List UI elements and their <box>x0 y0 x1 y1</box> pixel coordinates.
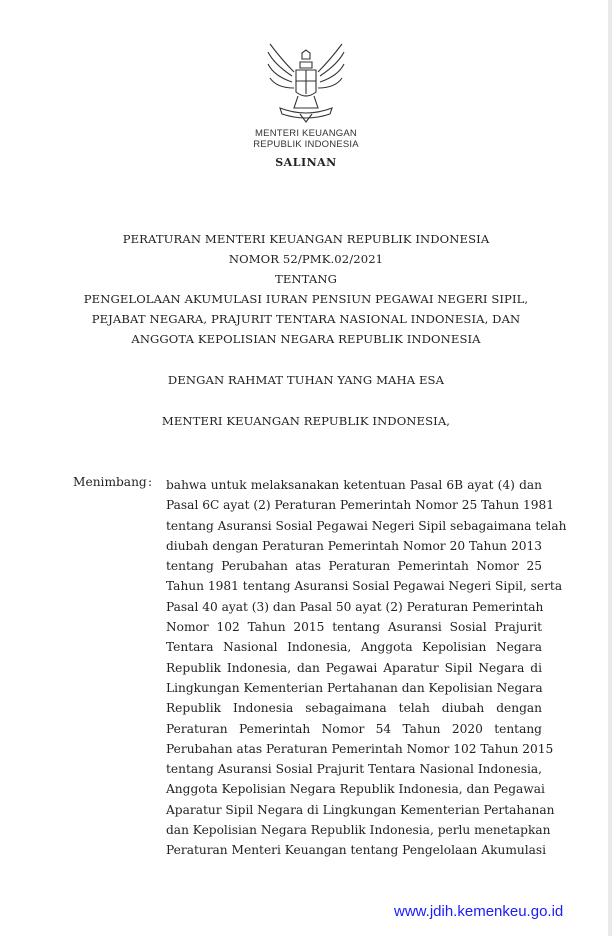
regulation-about: TENTANG <box>275 272 337 286</box>
paragraph-line: Tahun 1981 tentang Asuransi Sosial Pegawai Negeri Sipil, serta <box>166 579 563 594</box>
paragraph-line: Republik Indonesia sebagaimana telah diubah dengan <box>166 701 542 716</box>
invocation: DENGAN RAHMAT TUHAN YANG MAHA ESA <box>167 373 445 387</box>
regulation-number: NOMOR 52/PMK.02/2021 <box>228 252 384 266</box>
paragraph-line: Pasal 40 ayat (3) dan Pasal 50 ayat (2) Peraturan Pemerintah <box>166 599 544 614</box>
issuer: MENTERI KEUANGAN REPUBLIK INDONESIA, <box>161 414 451 428</box>
institution-line-2: REPUBLIK INDONESIA <box>253 139 359 150</box>
paragraph-line: Perubahan atas Peraturan Pemerintah Nomor 102 Tahun 2015 <box>166 741 554 756</box>
paragraph-line: Peraturan Pemerintah Nomor 54 Tahun 2020 tentang <box>166 721 542 736</box>
paragraph-line: Tentara Nasional Indonesia, Anggota Kepolisian Negara <box>166 640 542 655</box>
institution-line-1: MENTERI KEUANGAN <box>255 128 357 139</box>
regulation-title: PERATURAN MENTERI KEUANGAN REPUBLIK INDONESIA <box>122 232 490 246</box>
regulation-subject-1: PENGELOLAAN AKUMULASI IURAN PENSIUN PEGAWAI NEGERI SIPIL, <box>83 292 529 306</box>
paragraph-line: Peraturan Menteri Keuangan tentang Pengelolaan Akumulasi <box>166 843 547 858</box>
paragraph-line: Nomor 102 Tahun 2015 tentang Asuransi Sosial Prajurit <box>166 620 542 635</box>
copy-stamp: SALINAN <box>275 156 337 169</box>
considering-paragraph <box>166 475 567 861</box>
considering-colon: : <box>148 475 153 489</box>
paragraph-line: Aparatur Sipil Negara di Lingkungan Kementerian Pertahanan <box>166 802 555 817</box>
paragraph-line: Pasal 6C ayat (2) Peraturan Pemerintah Nomor 25 Tahun 1981 <box>166 498 554 513</box>
jdih-website-link[interactable]: www.jdih.kemenkeu.go.id <box>394 903 564 920</box>
paragraph-line: dan Kepolisian Negara Republik Indonesia, perlu menetapkan <box>166 823 551 838</box>
paragraph-line: Anggota Kepolisian Negara Republik Indonesia, dan Pegawai <box>166 782 545 797</box>
paragraph-line: Republik Indonesia, dan Pegawai Aparatur Sipil Negara di <box>166 660 542 675</box>
regulation-subject-3: ANGGOTA KEPOLISIAN NEGARA REPUBLIK INDONESIA <box>131 332 481 346</box>
paragraph-line: tentang Perubahan atas Peraturan Pemerintah Nomor 25 <box>166 559 542 574</box>
page-edge <box>608 0 612 936</box>
garuda-emblem-icon <box>266 42 346 126</box>
regulation-subject-2: PEJABAT NEGARA, PRAJURIT TENTARA NASIONAL INDONESIA, DAN <box>91 312 521 326</box>
paragraph-line: bahwa untuk melaksanakan ketentuan Pasal 6B ayat (4) dan <box>166 478 542 492</box>
paragraph-line: tentang Asuransi Sosial Pegawai Negeri Sipil sebagaimana telah <box>166 518 567 533</box>
considering-label: Menimbang <box>73 475 147 489</box>
paragraph-line: diubah dengan Peraturan Pemerintah Nomor 20 Tahun 2013 <box>166 538 542 553</box>
paragraph-line: tentang Asuransi Sosial Prajurit Tentara Nasional Indonesia, <box>166 762 542 777</box>
paragraph-line: Lingkungan Kementerian Pertahanan dan Kepolisian Negara <box>166 680 543 695</box>
